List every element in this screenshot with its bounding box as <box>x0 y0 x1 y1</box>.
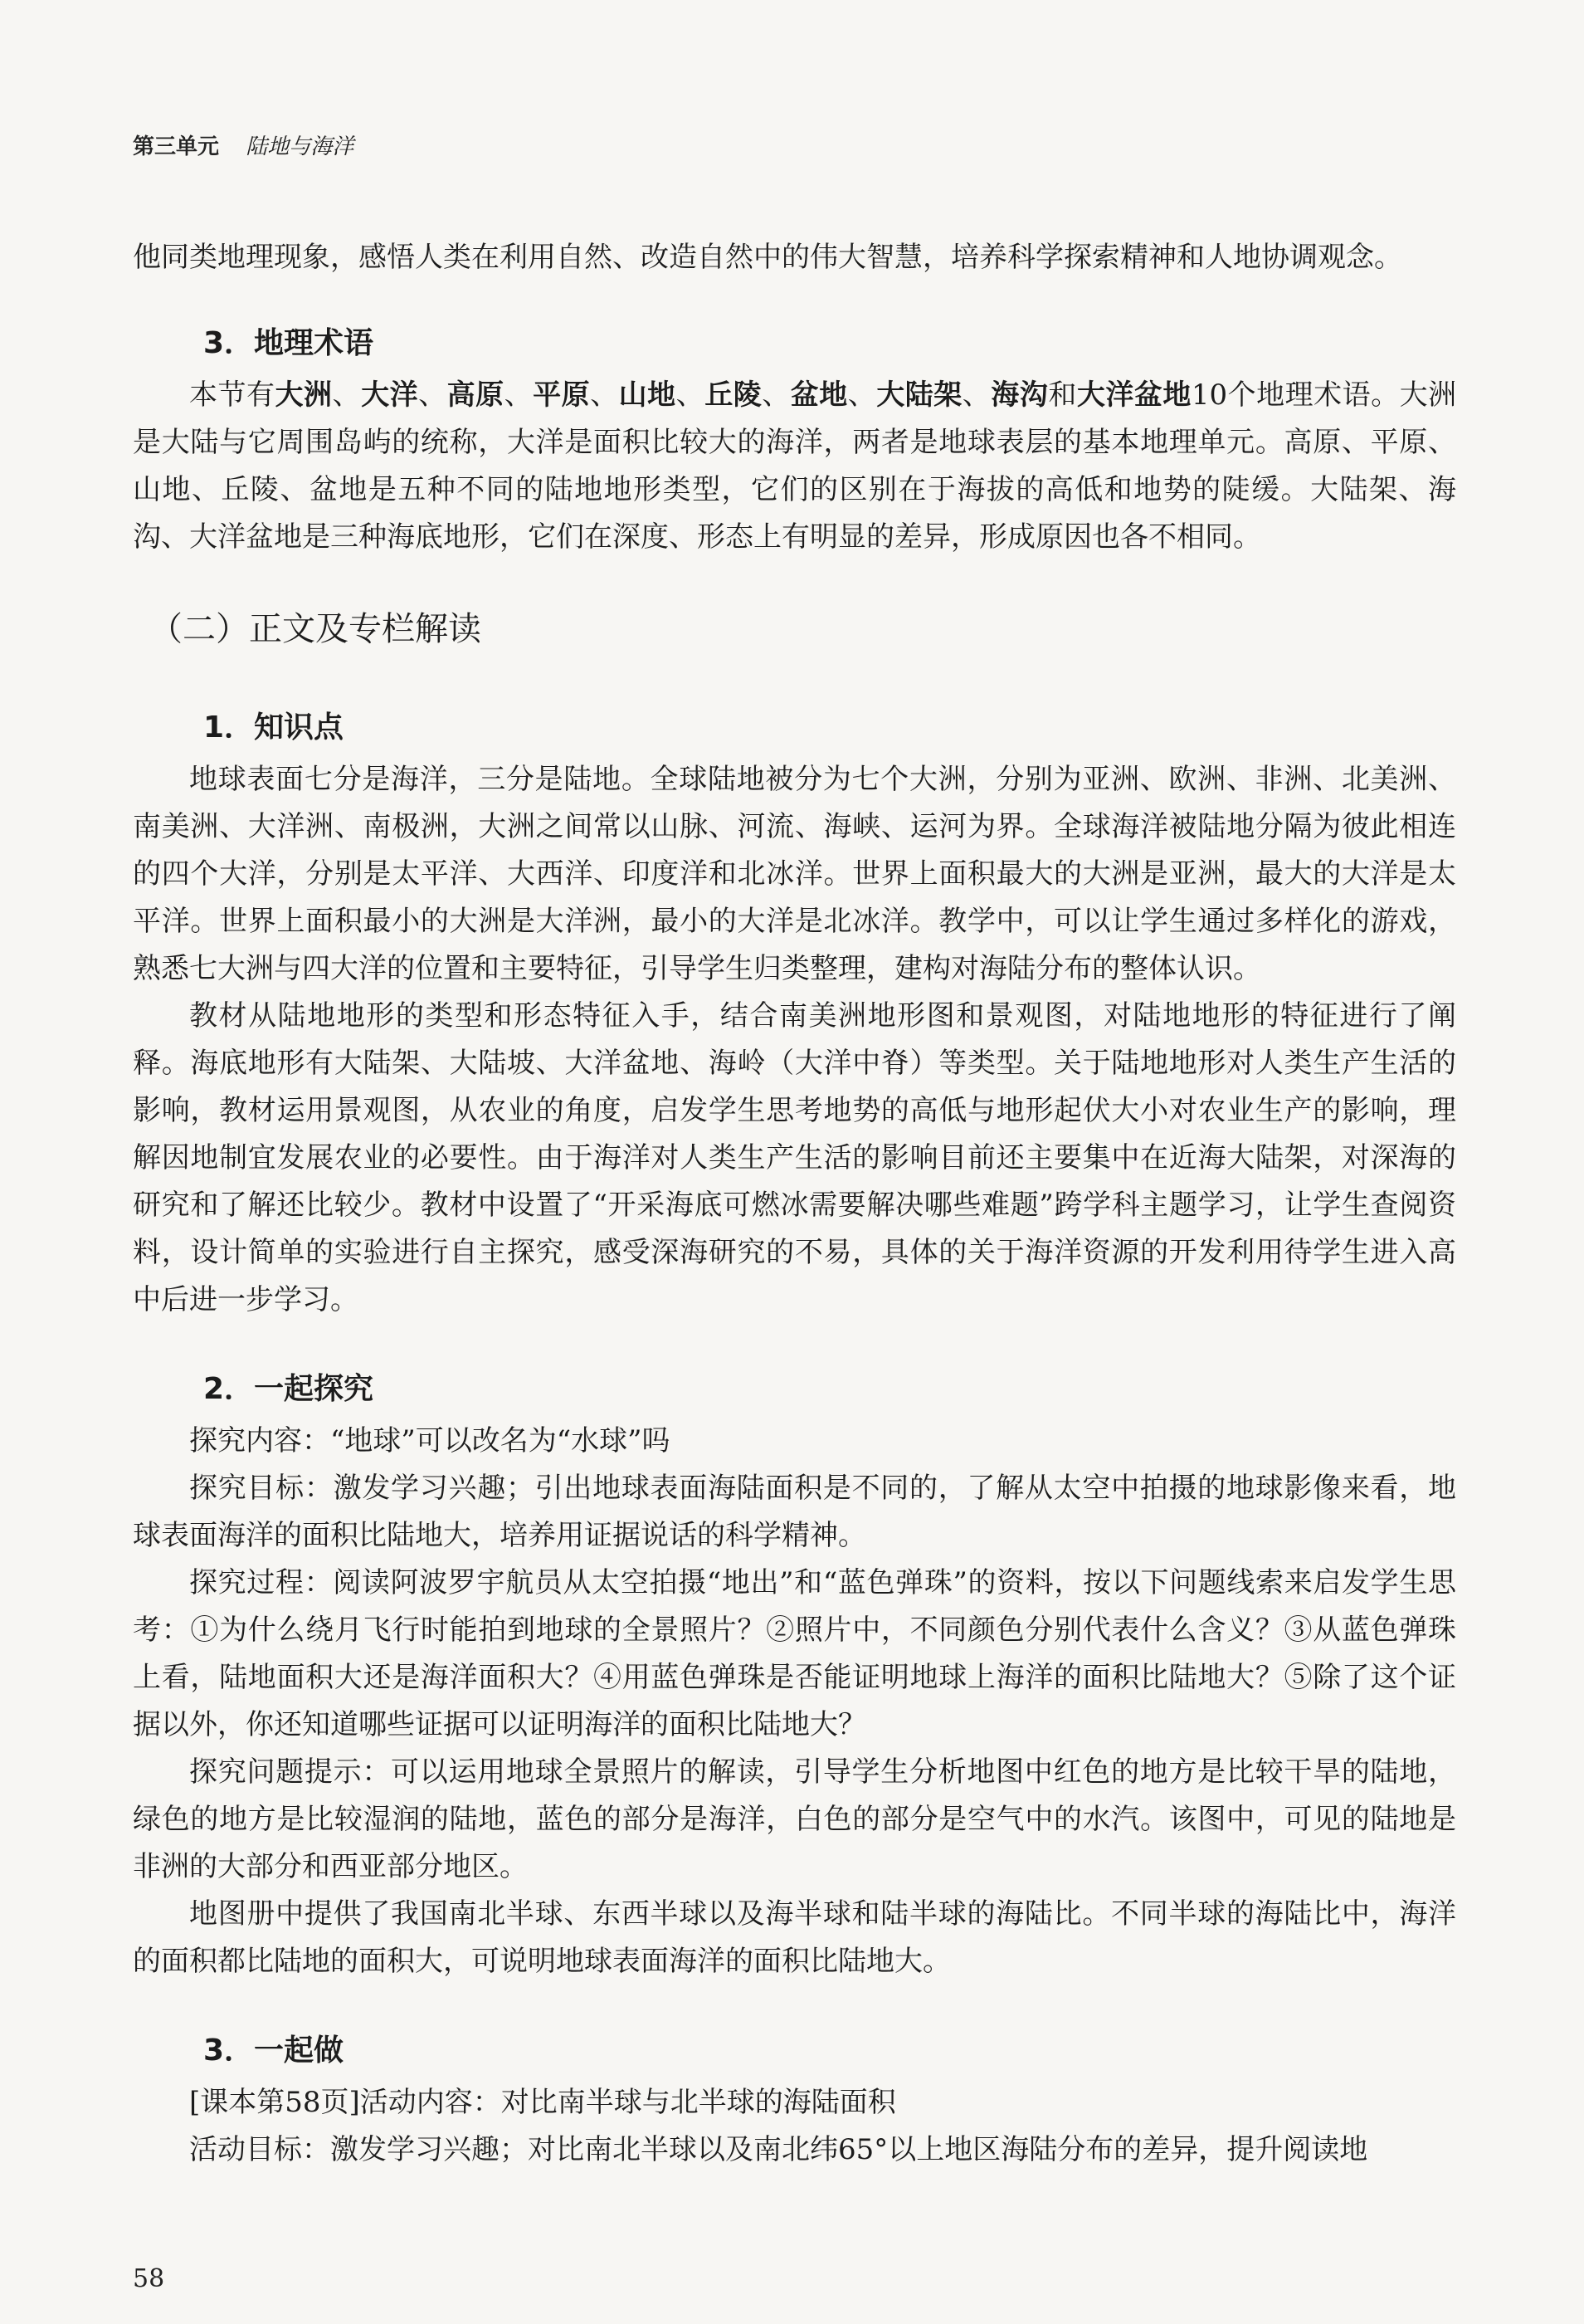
terms-tail: 10个地理术语。大洲是大陆与它周围岛屿的统称，大洋是面积比较大的海洋，两者是地球表层的基本地理单元。高原、平原、山地、丘陵、盆地是五种不同的陆地地形类型，它们的区别在于海拔的高低和地势的陡缓。大陆架、海沟、大洋盆地是三种海底地形，它们在深度、形态上有明显的差异，形成原因也各不相同。 <box>133 378 1457 554</box>
term-1: 大洋 <box>361 378 419 412</box>
explore-process: 探究过程：阅读阿波罗宇航员从太空拍摄“地出”和“蓝色弹珠”的资料，按以下问题线索来启发学生思考：①为什么绕月飞行时能拍到地球的全景照片？②照片中，不同颜色分别代表什么含义？③从蓝色弹珠上看，陆地面积大还是海洋面积大？④用蓝色弹珠是否能证明地球上海洋的面积比陆地大？⑤除了这个证据以外，你还知道哪些证据可以证明海洋的面积比陆地大？ <box>133 1566 1456 1741</box>
do-together-heading: 3．一起做 <box>203 2034 344 2068</box>
running-header <box>133 129 353 160</box>
term-4: 山地 <box>618 378 676 412</box>
do-together-goal: 活动目标：激发学习兴趣；对比南北半球以及南北纬65°以上地区海陆分布的差异，提升阅读地 <box>189 2133 1368 2166</box>
term-7: 大陆架 <box>876 378 963 412</box>
do-together-content: [课本第58页]活动内容：对比南半球与北半球的海陆面积 <box>189 2086 896 2119</box>
knowledge-heading: 1．知识点 <box>203 710 344 745</box>
unit-title: 陆地与海洋 <box>246 134 354 159</box>
body-content <box>133 234 1456 2174</box>
terms-heading: 3．地理术语 <box>203 326 374 360</box>
term-5: 丘陵 <box>704 378 763 412</box>
page-number: 58 <box>133 2264 165 2293</box>
explore-hint: 探究问题提示：可以运用地球全景照片的解读，引导学生分析地图中红色的地方是比较干旱的陆地，绿色的地方是比较湿润的陆地，蓝色的部分是海洋，白色的部分是空气中的水汽。该图中，可见的陆地是非洲的大部分和西亚部分地区。 <box>133 1755 1456 1883</box>
terms-lead: 本节有 <box>189 378 275 412</box>
intro-tail-paragraph: 他同类地理现象，感悟人类在利用自然、改造自然中的伟大智慧，培养科学探索精神和人地协调观念。 <box>133 241 1402 274</box>
explore-heading: 2．一起探究 <box>203 1372 374 1406</box>
term-0: 大洲 <box>275 378 333 412</box>
section-heading: （二）正文及专栏解读 <box>149 610 481 648</box>
term-6: 盆地 <box>790 378 848 412</box>
unit-label: 第三单元 <box>133 134 220 159</box>
term-9: 大洋盆地 <box>1076 378 1192 412</box>
terms-paragraph: 本节有大洲、大洋、高原、平原、山地、丘陵、盆地、大陆架、海沟和大洋盆地10个地理术语。大洲是大陆与它周围岛屿的统称，大洋是面积比较大的海洋，两者是地球表层的基本地理单元。高原、平原、山地、丘陵、盆地是五种不同的陆地地形类型，它们的区别在于海拔的高低和地势的陡缓。大陆架、海沟、大洋盆地是三种海底地形，它们在深度、形态上有明显的差异，形成原因也各不相同。 <box>133 378 1457 554</box>
explore-goal: 探究目标：激发学习兴趣；引出地球表面海陆面积是不同的，了解从太空中拍摄的地球影像来看，地球表面海洋的面积比陆地大，培养用证据说话的科学精神。 <box>133 1472 1456 1552</box>
explore-content: 探究内容：“地球”可以改名为“水球”吗 <box>189 1424 670 1457</box>
knowledge-paragraph-1: 地球表面七分是海洋，三分是陆地。全球陆地被分为七个大洲，分别为亚洲、欧洲、非洲、北美洲、南美洲、大洋洲、南极洲，大洲之间常以山脉、河流、海峡、运河为界。全球海洋被陆地分隔为彼此相连的四个大洋，分别是太平洋、大西洋、印度洋和北冰洋。世界上面积最大的大洲是亚洲，最大的大洋是太平洋。世界上面积最小的大洲是大洋洲，最小的大洋是北冰洋。教学中，可以让学生通过多样化的游戏，熟悉七大洲与四大洋的位置和主要特征，引导学生归类整理，建构对海陆分布的整体认识。 <box>133 763 1456 985</box>
term-8: 海沟 <box>991 378 1049 412</box>
term-2: 高原 <box>446 378 504 412</box>
term-3: 平原 <box>533 378 591 412</box>
knowledge-paragraph-2: 教材从陆地地形的类型和形态特征入手，结合南美洲地形图和景观图，对陆地地形的特征进行了阐释。海底地形有大陆架、大陆坡、大洋盆地、海岭（大洋中脊）等类型。关于陆地地形对人类生产生活的影响，教材运用景观图，从农业的角度，启发学生思考地势的高低与地形起伏大小对农业生产的影响，理解因地制宜发展农业的必要性。由于海洋对人类生产生活的影响目前还主要集中在近海大陆架，对深海的研究和了解还比较少。教材中设置了“开采海底可燃冰需要解决哪些难题”跨学科主题学习，让学生查阅资料，设计简单的实验进行自主探究，感受深海研究的不易，具体的关于海洋资源的开发利用待学生进入高中后进一步学习。 <box>133 999 1456 1316</box>
explore-atlas: 地图册中提供了我国南北半球、东西半球以及海半球和陆半球的海陆比。不同半球的海陆比中，海洋的面积都比陆地的面积大，可说明地球表面海洋的面积比陆地大。 <box>133 1897 1456 1978</box>
